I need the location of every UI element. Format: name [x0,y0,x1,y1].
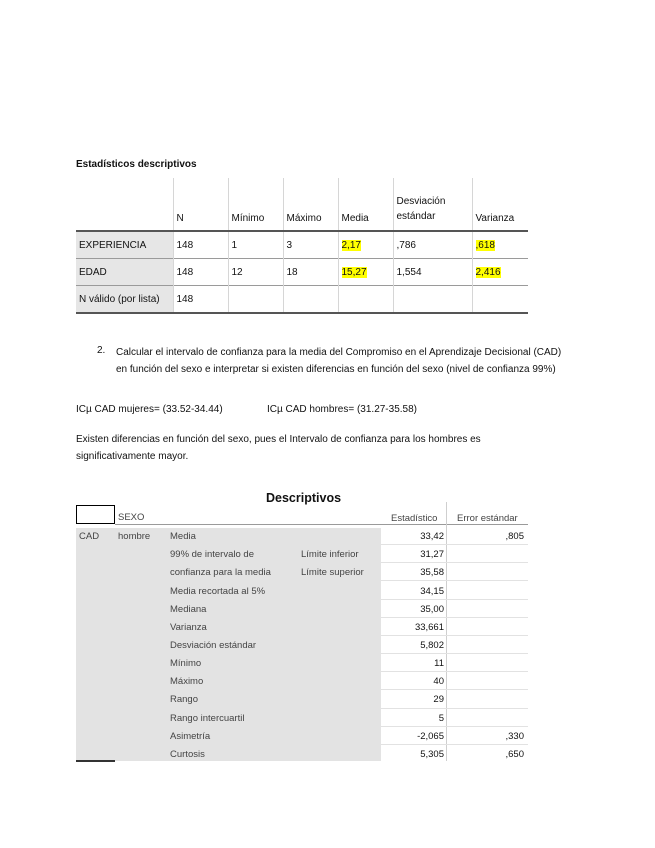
stat-label: Rango intercuartil [170,713,245,724]
corner-cell [76,505,115,524]
cell-min: 1 [228,231,283,259]
stat-label: Desviación estándar [170,640,257,651]
row-label: EDAD [76,259,173,286]
highlighted-value: 15,27 [341,266,367,278]
cell-media [338,286,393,314]
cell-media [338,259,393,286]
row-label: EXPERIENCIA [76,231,173,259]
header-min: Mínimo [228,178,283,231]
stat-label: Media recortada al 5% [170,586,266,597]
highlighted-value: ,618 [475,239,495,251]
descriptivos-title: Descriptivos [266,491,342,505]
stat-value: 29 [433,694,444,705]
row-separator [381,562,528,563]
cell-min: 12 [228,259,283,286]
stat-value: 5 [438,713,444,724]
column-divider [446,502,447,761]
cell-var [472,231,528,259]
var-label: CAD [79,531,100,542]
cell-max: 18 [283,259,338,286]
row-separator [381,617,528,618]
cell-desv [393,286,472,314]
cell-max: 3 [283,231,338,259]
stat-value: 40 [433,676,444,687]
stat-label: Media [170,531,196,542]
ci-lower: Límite inferior [301,549,359,560]
row-separator [381,726,528,727]
ic-mujeres: ICµ CAD mujeres= (33.52-34.44) [76,404,223,415]
stat-label: Curtosis [170,749,205,760]
stat-label: Asimetría [170,731,211,742]
stat-value: 33,661 [414,622,444,633]
row-separator [381,653,528,654]
stat-value: 5,305 [420,749,444,760]
stat-label: Mediana [170,604,207,615]
header-var: Varianza [472,178,528,231]
col-estadistico: Estadístico [391,513,438,524]
header-divider [115,524,528,525]
cell-n: 148 [173,259,228,286]
stat-label: Máximo [170,676,204,687]
bottom-border [76,760,115,762]
table-row [76,286,528,314]
stat-value: 11 [434,658,444,669]
table-row [76,231,528,259]
row-separator [381,580,528,581]
cell-n: 148 [173,231,228,259]
header-n: N [173,178,228,231]
table1-header-row [76,178,528,231]
ci-label-2: confianza para la media [170,567,271,578]
stat-value: -2,065 [417,731,444,742]
stat-label: Rango [170,694,198,705]
stat-value: 31,27 [420,549,444,560]
cell-min [228,286,283,314]
row-separator [381,708,528,709]
cell-var [472,286,528,314]
group-label: hombre [118,531,151,542]
stat-value: 33,42 [420,531,444,542]
highlighted-value: 2,416 [475,266,501,278]
cell-media [338,231,393,259]
stat-value: 35,58 [420,567,444,578]
ic-hombres: ICµ CAD hombres= (31.27-35.58) [267,404,417,415]
col-error: Error estándar [457,513,518,524]
header-desv-text: Desviación estándar [396,196,446,222]
row-separator [381,599,528,600]
table1-title: Estadísticos descriptivos [76,159,197,170]
row-separator [381,744,528,745]
stat-label: Varianza [170,622,207,633]
ci-upper: Límite superior [301,567,364,578]
ci-label-1: 99% de intervalo de [170,549,254,560]
sexo-header: SEXO [118,512,145,523]
row-labels-area [76,528,167,761]
error-value: ,330 [505,731,524,742]
row-separator [381,544,528,545]
cell-desv: 1,554 [393,259,472,286]
row-separator [381,689,528,690]
header-media: Media [338,178,393,231]
cell-desv: ,786 [393,231,472,259]
highlighted-value: 2,17 [341,239,361,251]
table-row [76,259,528,286]
stat-value: 5,802 [420,640,444,651]
error-value: ,650 [505,749,524,760]
header-empty [76,178,173,231]
cell-var [472,259,528,286]
descriptive-stats-table [76,178,528,314]
question-text: Calcular el intervalo de confianza para la media del Compromiso en el Aprendizaje Decisional (CAD) en función del sexo e interpretar si existen diferencias en función del sexo (nivel de confianza 99%) [116,347,562,375]
stat-value: 35,00 [420,604,444,615]
conclusion-text: Existen diferencias en función del sexo, pues el Intervalo de confianza para los hombres es significativamente mayor. [76,434,481,462]
error-value: ,805 [505,531,524,542]
row-separator [381,635,528,636]
question-number: 2. [97,345,106,356]
stat-value: 34,15 [420,586,444,597]
row-separator [381,671,528,672]
stat-label: Mínimo [170,658,202,669]
header-desv [393,178,472,231]
cell-max [283,286,338,314]
header-max: Máximo [283,178,338,231]
row-label: N válido (por lista) [76,286,173,314]
cell-n: 148 [173,286,228,314]
